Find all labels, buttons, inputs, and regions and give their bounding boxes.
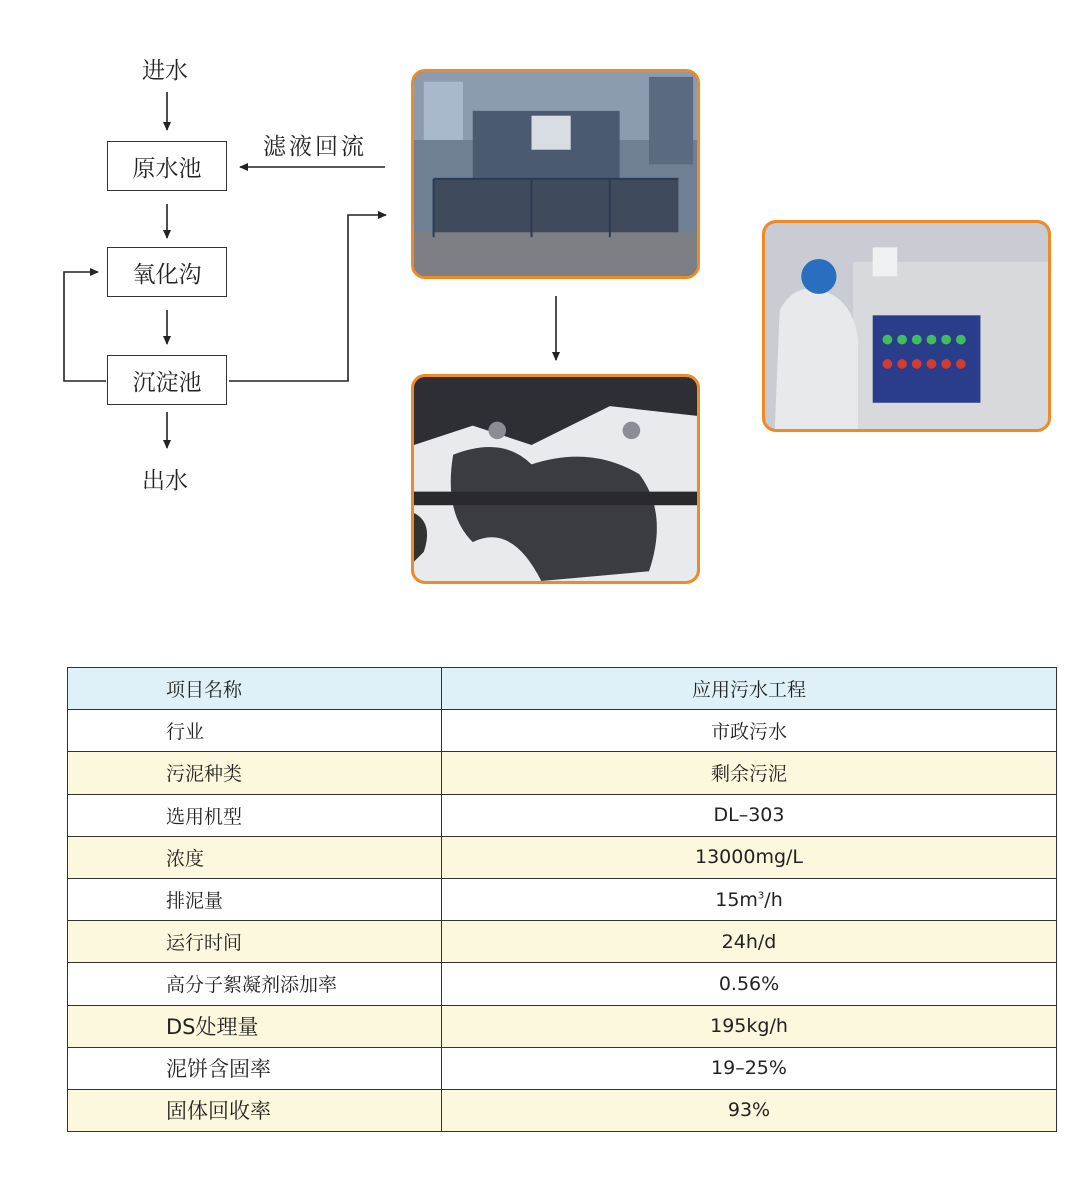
row-name: 排泥量 — [68, 878, 442, 920]
table-row — [68, 1047, 1057, 1089]
row-value: 市政污水 — [442, 710, 1057, 752]
outlet-label: 出水 — [142, 468, 188, 494]
table-header-row — [68, 668, 1057, 710]
table-row — [68, 878, 1057, 920]
row-name: 泥饼含固率 — [68, 1047, 442, 1089]
row-name: 固体回收率 — [68, 1089, 442, 1131]
dewatering-machine-photo — [411, 69, 700, 279]
row-value: 19–25% — [442, 1047, 1057, 1089]
row-name: DS处理量 — [68, 1005, 442, 1047]
row-value: 剩余污泥 — [442, 752, 1057, 794]
row-value: 93% — [442, 1089, 1057, 1131]
row-name: 行业 — [68, 710, 442, 752]
spec-table — [67, 667, 1057, 1132]
table-row — [68, 1089, 1057, 1131]
row-value: DL–303 — [442, 794, 1057, 836]
inlet-label: 进水 — [142, 58, 188, 84]
header-value-cell: 应用污水工程 — [442, 668, 1057, 710]
oxidation-ditch-box: 氧化沟 — [107, 247, 227, 297]
value-superscript: 3 — [757, 890, 765, 902]
row-name: 高分子絮凝剂添加率 — [68, 963, 442, 1005]
row-name: 浓度 — [68, 836, 442, 878]
table-row — [68, 752, 1057, 794]
row-name: 污泥种类 — [68, 752, 442, 794]
row-value: 0.56% — [442, 963, 1057, 1005]
table-row — [68, 921, 1057, 963]
header-name-cell: 项目名称 — [68, 668, 442, 710]
control-panel-photo — [762, 220, 1051, 432]
table-row — [68, 963, 1057, 1005]
row-name: 选用机型 — [68, 794, 442, 836]
sludge-cake-photo — [411, 374, 700, 584]
row-value: 195kg/h — [442, 1005, 1057, 1047]
row-value: 13000mg/L — [442, 836, 1057, 878]
row-value: 24h/d — [442, 921, 1057, 963]
row-value — [442, 878, 1057, 920]
table-row — [68, 710, 1057, 752]
filtrate-return-label: 滤液回流 — [263, 134, 367, 160]
value-prefix: 15m — [715, 888, 758, 911]
table-row — [68, 1005, 1057, 1047]
value-suffix: /h — [764, 888, 783, 911]
raw-water-tank-box: 原水池 — [107, 141, 227, 191]
table-row — [68, 836, 1057, 878]
sedimentation-tank-box: 沉淀池 — [107, 355, 227, 405]
row-name: 运行时间 — [68, 921, 442, 963]
table-row — [68, 794, 1057, 836]
